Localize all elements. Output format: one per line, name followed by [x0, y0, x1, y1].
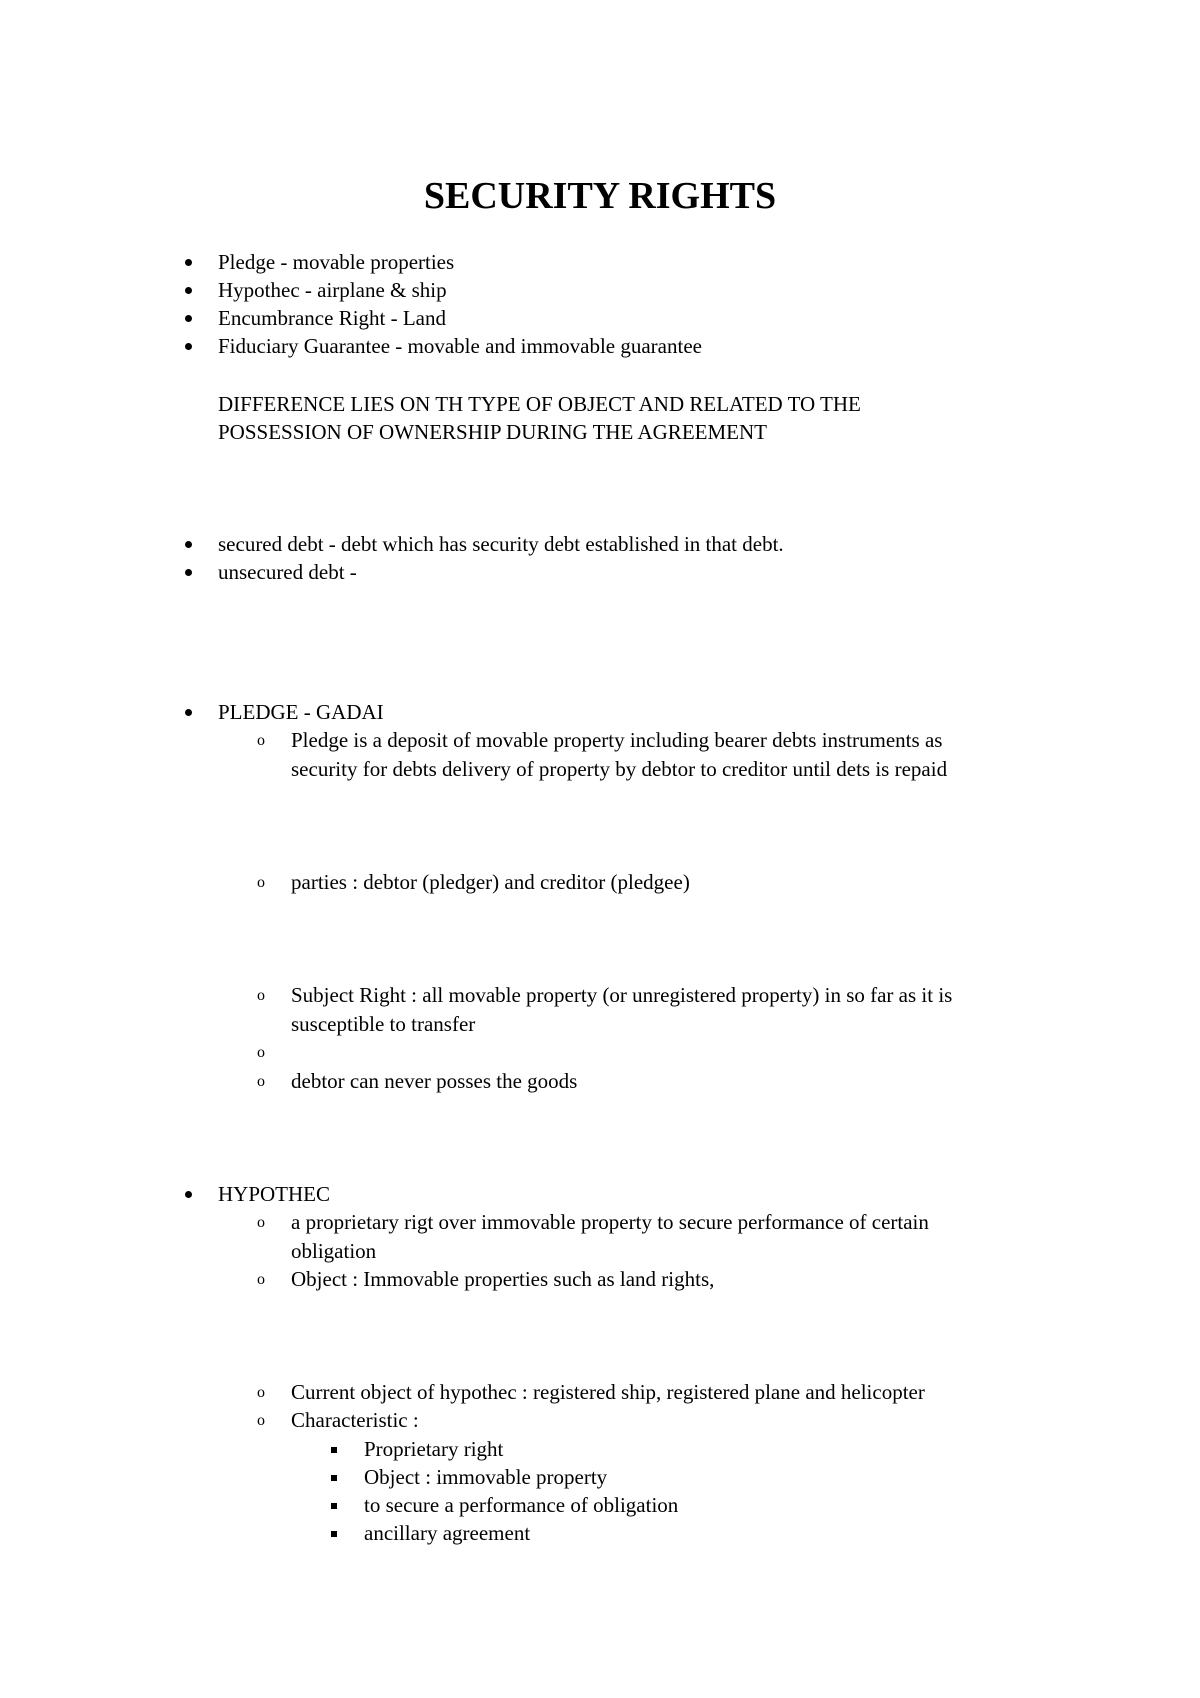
hypothec-characteristic-label: Characteristic :: [291, 1408, 419, 1432]
bullet-circle-icon: o: [257, 874, 265, 891]
bullet-circle-icon: o: [257, 1271, 265, 1288]
difference-note-line2: POSSESSION OF OWNERSHIP DURING THE AGREEMENT: [218, 420, 767, 444]
bullet-circle-icon: o: [257, 1214, 265, 1231]
difference-note-line1: DIFFERENCE LIES ON TH TYPE OF OBJECT AND RELATED TO THE: [218, 392, 861, 416]
hypothec-definition-line2: obligation: [291, 1239, 377, 1263]
pledge-heading: PLEDGE - GADAI: [218, 700, 384, 724]
bullet-disc-icon: [181, 698, 195, 726]
bullet-disc-icon: [181, 558, 195, 586]
bullet-disc-icon: [181, 332, 195, 360]
bullet-square-icon: [327, 1435, 341, 1463]
bullet-circle-icon: o: [257, 732, 265, 749]
pledge-definition-line1: Pledge is a deposit of movable property including bearer debts instruments as: [291, 728, 943, 752]
bullet-square-icon: [327, 1463, 341, 1491]
list-item-encumbrance: Encumbrance Right - Land: [218, 306, 447, 330]
hypothec-object: Object : Immovable properties such as land rights,: [291, 1267, 715, 1291]
bullet-circle-icon: o: [257, 1384, 265, 1401]
pledge-subject-line1: Subject Right : all movable property (or unregistered property) in so far as it is: [291, 983, 953, 1007]
pledge-definition-line2: security for debts delivery of property by debtor to creditor until dets is repaid: [291, 757, 948, 781]
page-title: SECURITY RIGHTS: [423, 175, 777, 217]
list-item-fiduciary: Fiduciary Guarantee - movable and immovable guarantee: [218, 334, 702, 358]
list-item-pledge: Pledge - movable properties: [218, 250, 455, 274]
bullet-disc-icon: [181, 1180, 195, 1208]
hypothec-current-object: Current object of hypothec : registered ship, registered plane and helicopter: [291, 1380, 925, 1404]
pledge-possession: debtor can never posses the goods: [291, 1069, 578, 1093]
characteristic-item: Object : immovable property: [364, 1465, 608, 1489]
bullet-disc-icon: [181, 530, 195, 558]
bullet-circle-icon: o: [257, 987, 265, 1004]
list-item-unsecured-debt: unsecured debt -: [218, 560, 357, 584]
bullet-circle-icon: o: [257, 1412, 265, 1429]
hypothec-heading: HYPOTHEC: [218, 1182, 331, 1206]
list-item-hypothec: Hypothec - airplane & ship: [218, 278, 447, 302]
bullet-disc-icon: [181, 304, 195, 332]
bullet-disc-icon: [181, 276, 195, 304]
bullet-square-icon: [327, 1491, 341, 1519]
bullet-disc-icon: [181, 248, 195, 276]
hypothec-definition-line1: a proprietary rigt over immovable property to secure performance of certain: [291, 1210, 929, 1234]
list-item-secured-debt: secured debt - debt which has security debt established in that debt.: [218, 532, 784, 556]
characteristic-item: ancillary agreement: [364, 1521, 531, 1545]
bullet-square-icon: [327, 1519, 341, 1547]
pledge-subject-line2: susceptible to transfer: [291, 1012, 476, 1036]
pledge-parties: parties : debtor (pledger) and creditor (pledgee): [291, 870, 690, 894]
bullet-circle-icon: o: [257, 1044, 265, 1061]
characteristic-item: to secure a performance of obligation: [364, 1493, 679, 1517]
bullet-circle-icon: o: [257, 1073, 265, 1090]
characteristic-item: Proprietary right: [364, 1437, 504, 1461]
